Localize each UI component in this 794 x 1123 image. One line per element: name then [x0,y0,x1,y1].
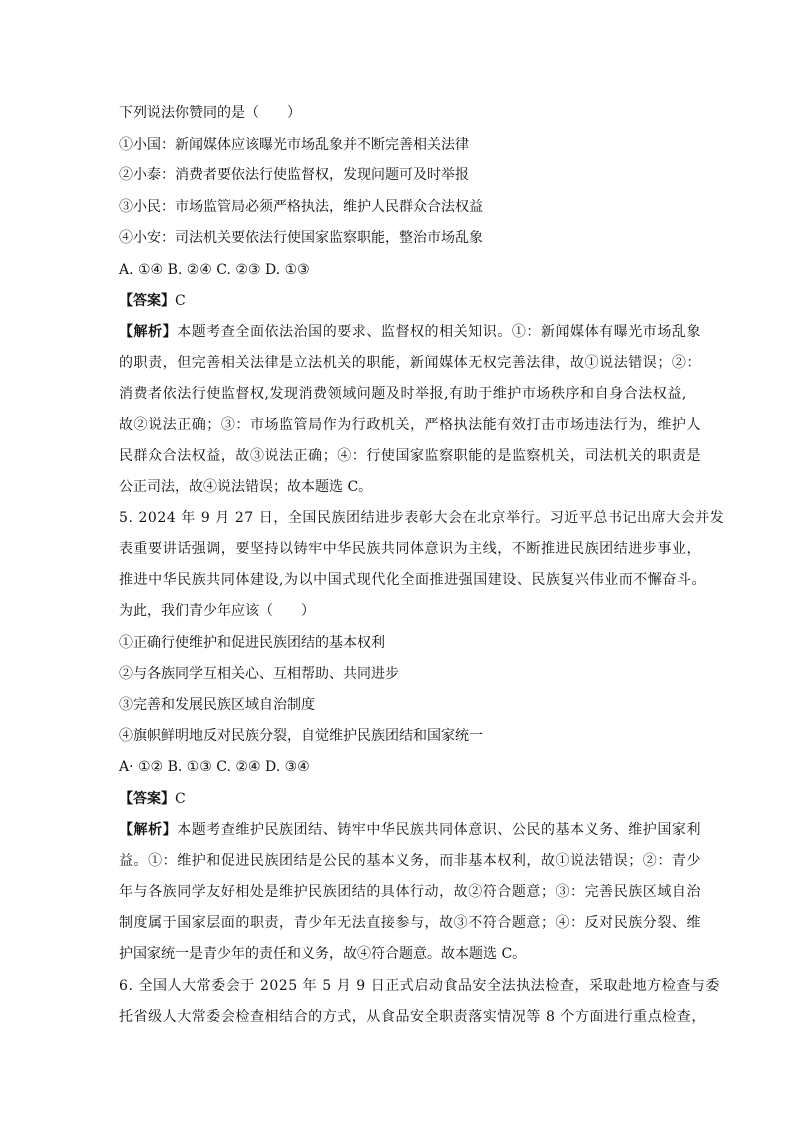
q5-analysis-line-2: 益。①：维护和促进民族团结是公民的基本义务，而非基本权利，故①说法错误；②：青少 [119,853,701,869]
q5-analysis-line-1 [119,821,702,839]
q5-item-1: ①正确行使维护和促进民族团结的基本权利 [119,635,385,651]
q5-stem-line-2: 表重要讲话强调，要坚持以铸牢中华民族共同体意识为主线，不断推进民族团结进步事业， [119,541,701,557]
q5-analysis-line-4: 制度属于国家层面的职责，青少年无法直接参与，故③不符合题意；④：反对民族分裂、维 [119,915,701,931]
q4-item-2: ②小泰：消费者要依法行使监督权，发现问题可及时举报 [119,167,469,183]
q4-item-3: ③小民：市场监管局必须严格执法，维护人民群众合法权益 [119,199,483,215]
q4-analysis-line-2: 的职责，但完善相关法律是立法机关的职能，新闻媒体无权完善法律，故①说法错误；②： [119,355,701,371]
q4-analysis-text-1: 本题考查全面依法治国的要求、监督权的相关知识。①：新闻媒体有曝光市场乱象 [177,324,702,340]
q5-options: A· ①② B. ①③ C. ②④ D. ③④ [119,759,310,775]
q5-item-3: ③完善和发展民族区域自治制度 [119,697,315,713]
q5-analysis-text-1: 本题考查维护民族团结、铸牢中华民族共同体意识、公民的基本义务、维护国家利 [177,822,702,838]
q5-stem-line-3: 推进中华民族共同体建设,为以中国式现代化全面推进强国建设、民族复兴伟业而不懈奋斗。 [119,572,706,588]
q5-analysis-line-5: 护国家统一是青少年的责任和义务，故④符合题意。故本题选 C。 [119,946,527,962]
q4-options: A. ①④ B. ②④ C. ②③ D. ①③ [119,262,310,278]
q4-analysis-line-1 [119,323,702,341]
q5-item-4: ④旗帜鲜明地反对民族分裂，自觉维护民族团结和国家统一 [119,728,483,744]
q4-answer-label: 【答案】 [119,293,175,309]
q4-stem: 下列说法你赞同的是（ ） [119,105,301,121]
q5-analysis-line-3: 年与各族同学友好相处是维护民族团结的具体行动，故②符合题意；③：完善民族区域自治 [119,884,701,900]
q5-stem-line-1: 5. 2024 年 9 月 27 日，全国民族团结进步表彰大会在北京举行。习近平总书记出席大会并发 [119,510,725,526]
q4-answer [119,292,684,310]
q5-answer [119,790,684,808]
q4-analysis-line-6: 公正司法，故④说法错误；故本题选 C。 [119,479,373,495]
q6-stem-line-2: 托省级人大常委会检查相结合的方式，从食品安全职责落实情况等 8 个方面进行重点检查， [119,1009,706,1025]
q4-analysis-line-5: 民群众合法权益，故③说法正确；④：行使国家监察职能的是监察机关，司法机关的职责是 [119,448,701,464]
q5-stem-line-4: 为此，我们青少年应该（ ） [119,603,315,619]
q4-item-4: ④小安：司法机关要依法行使国家监察职能，整治市场乱象 [119,230,483,246]
q4-item-1: ①小国：新闻媒体应该曝光市场乱象并不断完善相关法律 [119,137,469,153]
q4-analysis-label: 【解析】 [119,324,178,340]
q4-answer-value: C [175,293,186,309]
q5-item-2: ②与各族同学互相关心、互相帮助、共同进步 [119,666,399,682]
q5-answer-label: 【答案】 [119,791,175,807]
q5-analysis-label: 【解析】 [119,822,178,838]
q4-analysis-line-4: 故②说法正确；③：市场监管局作为行政机关，严格执法能有效打击市场违法行为，维护人 [119,417,701,433]
q6-stem-line-1: 6. 全国人大常委会于 2025 年 5 月 9 日正式启动食品安全法执法检查，采取赴地方检查与委 [119,978,720,994]
q5-answer-value: C [175,791,186,807]
q4-analysis-line-3: 消费者依法行使监督权,发现消费领域问题及时举报,有助于维护市场秩序和自身合法权益, [119,386,687,402]
